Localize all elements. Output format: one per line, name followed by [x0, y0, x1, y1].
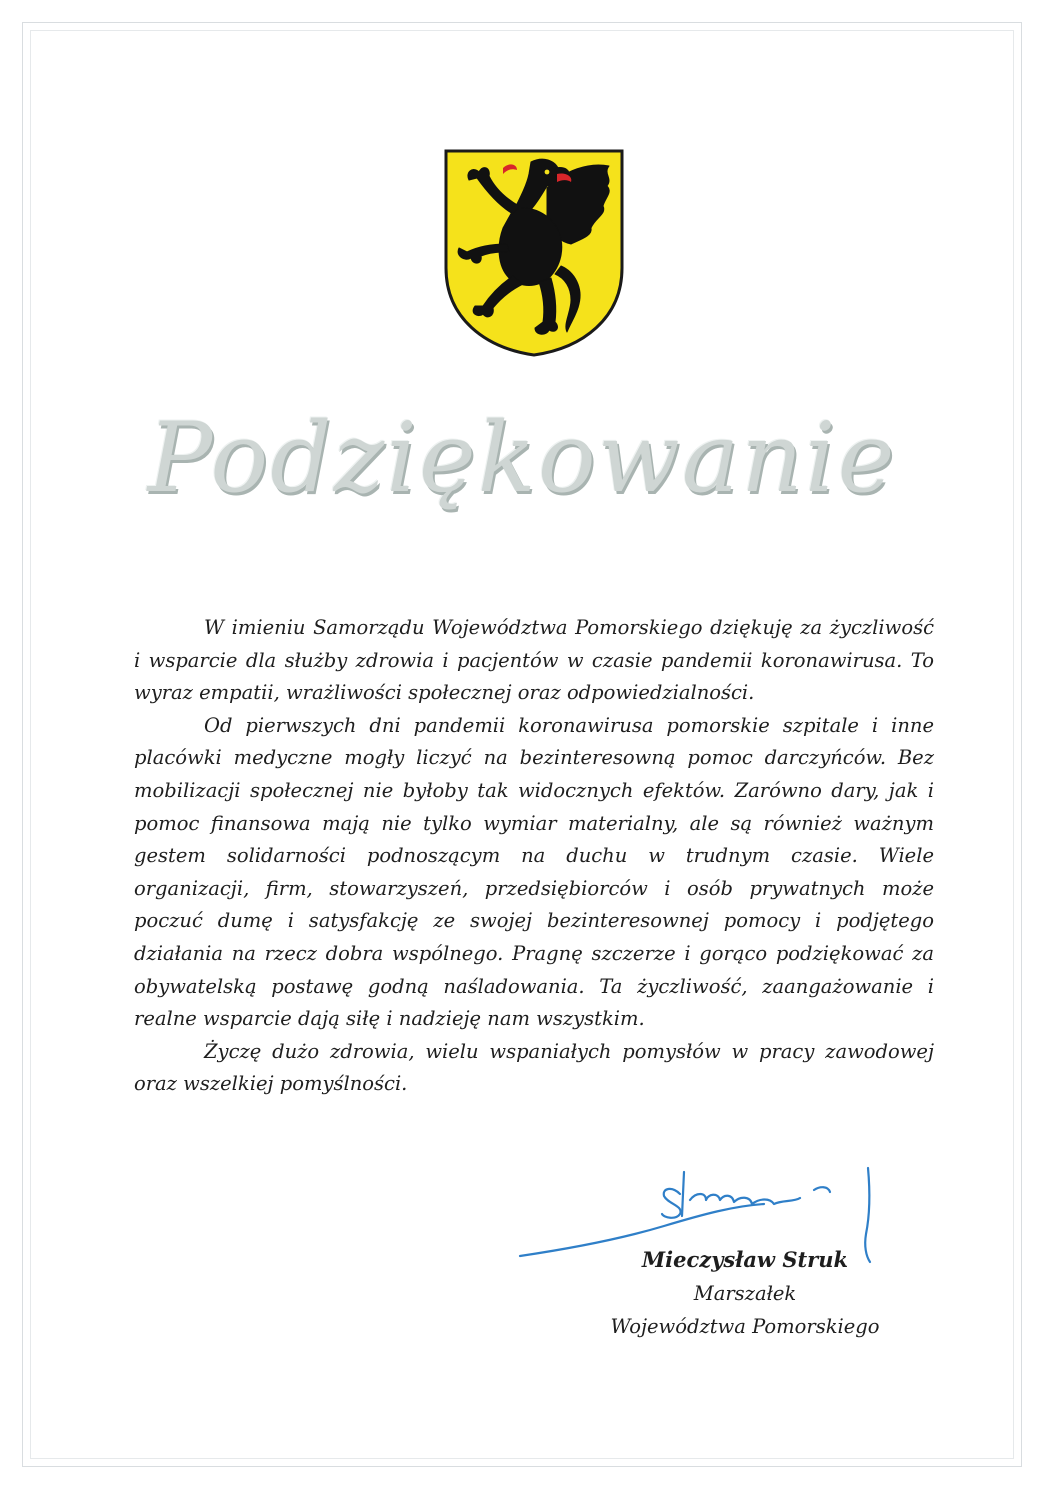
signer-name: Mieczysław Struk [641, 1247, 849, 1272]
paragraph-closing: Życzę dużo zdrowia, wielu wspaniałych pomysłów w pracy zawodowej oraz wszelkiej pomyślności. [134, 1039, 934, 1096]
signer-organization: Województwa Pomorskiego [610, 1315, 880, 1338]
paragraph-greeting: W imieniu Samorządu Województwa Pomorskiego dziękuję za życzliwość i wsparcie dla służby zdrowia i pacjentów w czasie pandemii koronawirusa. To wyraz empatii, wrażliwości społecznej oraz odpowiedzialności. [134, 616, 934, 705]
paragraph-main: Od pierwszych dni pandemii koronawirusa pomorskie szpitale i inne placówki medyczne mogły liczyć na bezinteresowną pomoc darczyńców. Bez mobilizacji społecznej nie byłoby tak widocznych efektów. Zarówno dary, jak i pomoc finansowa mają nie tylko wymiar materialny, ale są również ważnym gestem solidarności podnoszącym na duchu w trudnym czasie. Wiele organizacji, firm, stowarzyszeń, przedsiębiorców i osób prywatnych może poczuć dumę i satysfakcję ze swojej bezinteresownej pomocy i podjętego działania na rzecz dobra wspólnego. Pragnę szczerze i gorąco podziękować za obywatelską postawę godną naśladowania. Ta życzliwość, zaangażowanie i realne wsparcie dają siłę i nadzieję nam wszystkim. [134, 713, 934, 1031]
signer-role: Marszałek [693, 1282, 797, 1305]
signer-block [580, 1243, 910, 1343]
coat-of-arms-icon [443, 148, 625, 358]
letter-body [134, 612, 934, 1101]
document-title: Podziękowanie [147, 402, 897, 514]
